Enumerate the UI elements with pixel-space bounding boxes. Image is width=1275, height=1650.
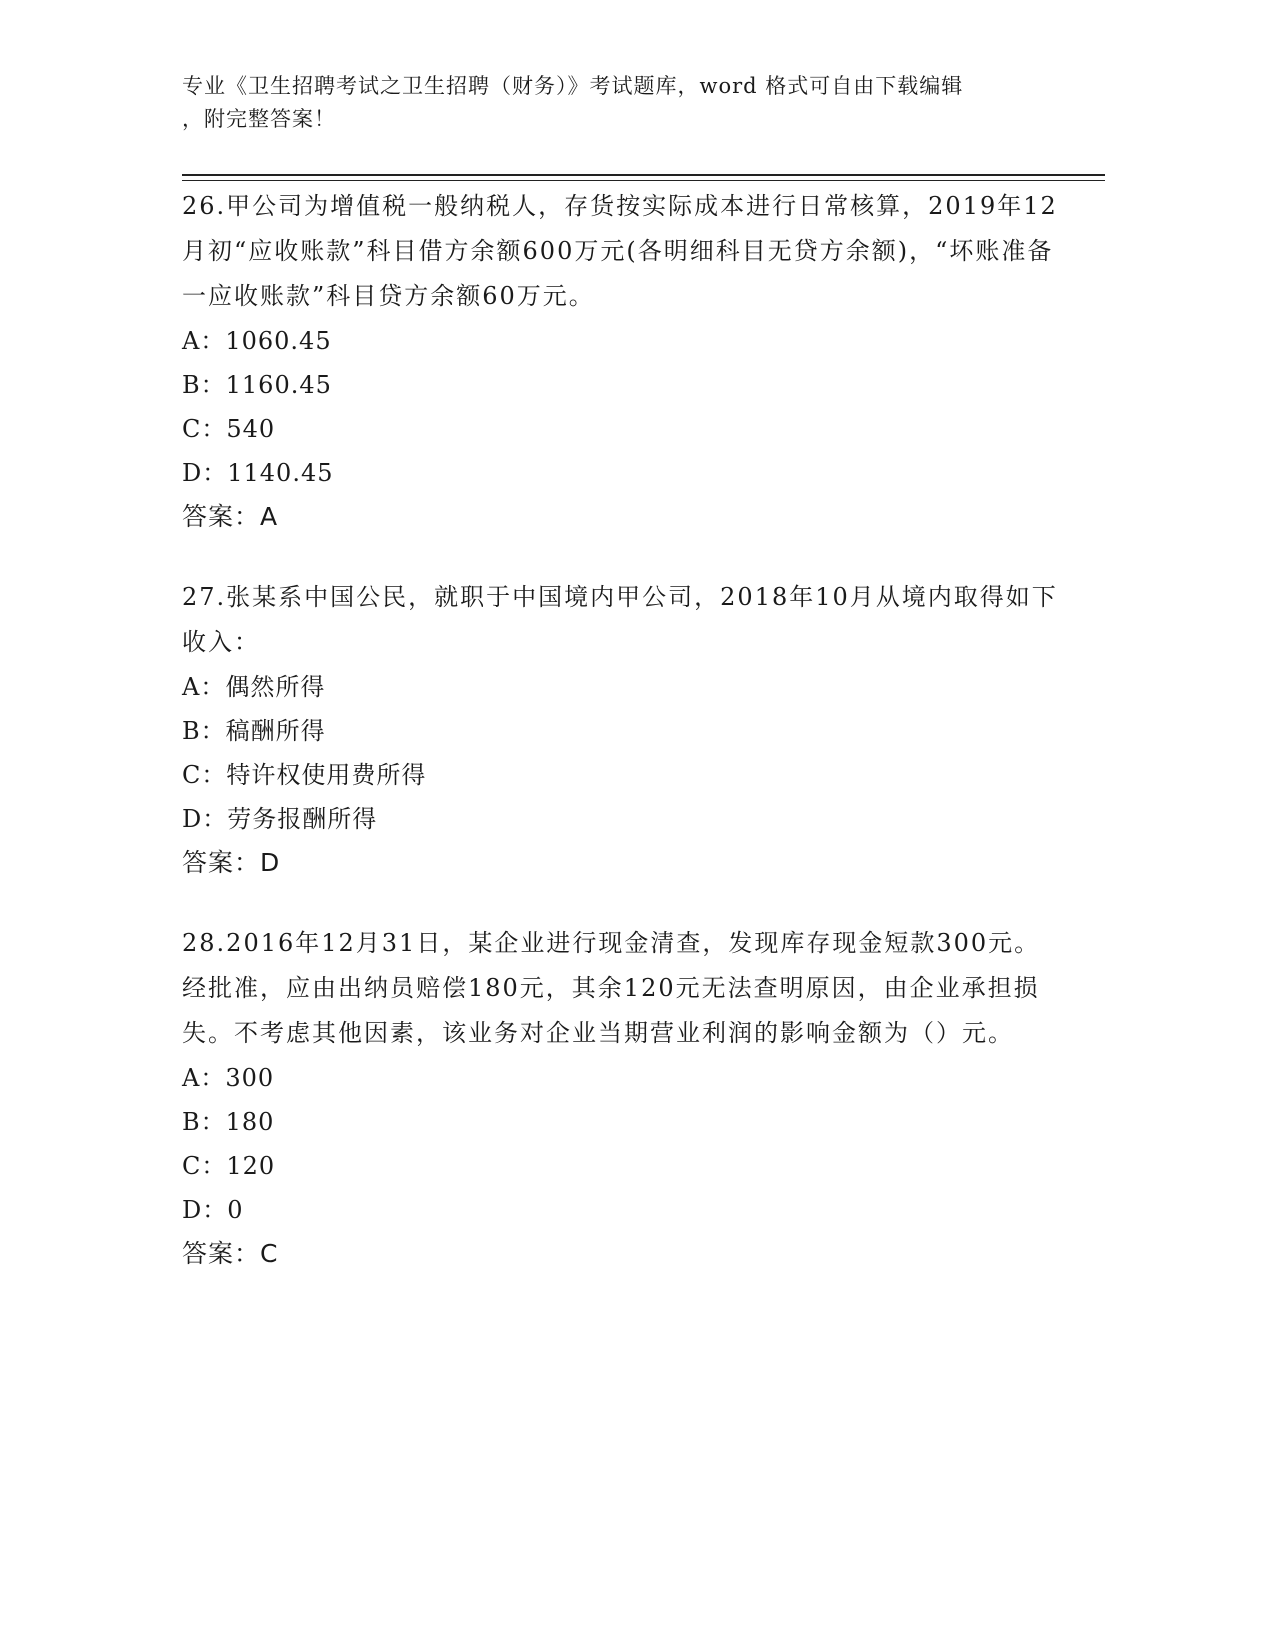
option-label: A：: [182, 1064, 226, 1092]
option-c: [182, 407, 1062, 451]
option-label: D：: [182, 1196, 228, 1224]
question-stem: 27.张某系中国公民，就职于中国境内甲公司，2018年10月从境内取得如下收入：: [182, 583, 1058, 656]
answer-line: 答案：A: [182, 502, 279, 531]
option-c: [182, 1144, 1062, 1188]
option-text: 特许权使用费所得: [226, 761, 427, 789]
option-a: [182, 665, 1062, 709]
option-b: [182, 709, 1062, 753]
header-divider-thin: [182, 180, 1105, 181]
option-text: 劳务报酬所得: [227, 805, 378, 833]
question-list: [182, 184, 1062, 1312]
option-b: [182, 363, 1062, 407]
option-text: 1160.45: [225, 371, 332, 399]
option-text: 300: [225, 1064, 275, 1092]
answer-line: 答案：D: [182, 848, 281, 877]
option-d: [182, 797, 1062, 841]
option-label: C：: [182, 761, 227, 789]
option-a: [182, 319, 1062, 363]
option-label: A：: [182, 327, 226, 355]
option-text: 1140.45: [227, 459, 334, 487]
header-line-2: ，附完整答案！: [182, 107, 336, 131]
option-a: [182, 1056, 1062, 1100]
option-label: B：: [182, 1108, 226, 1136]
option-label: C：: [182, 415, 227, 443]
option-text: 120: [226, 1152, 276, 1180]
option-c: [182, 753, 1062, 797]
option-text: 稿酬所得: [225, 717, 326, 745]
option-label: B：: [182, 717, 226, 745]
question-27: [182, 575, 1062, 885]
answer-line: 答案：C: [182, 1239, 279, 1268]
option-text: 540: [226, 415, 276, 443]
option-label: D：: [182, 459, 228, 487]
option-text: 0: [227, 1196, 244, 1224]
document-header: [182, 70, 1062, 136]
option-text: 1060.45: [225, 327, 332, 355]
question-stem: 28.2016年12月31日，某企业进行现金清查，发现库存现金短款300元。经批准，应由出纳员赔偿180元，其余120元无法查明原因，由企业承担损失。不考虑其他因素，该业务对企业当期营业利润的影响金额为（）元。: [182, 929, 1041, 1047]
question-28: [182, 921, 1062, 1276]
option-text: 偶然所得: [225, 673, 326, 701]
option-d: [182, 451, 1062, 495]
option-label: D：: [182, 805, 228, 833]
header-divider-thick: [182, 174, 1105, 176]
question-stem: 26.甲公司为增值税一般纳税人，存货按实际成本进行日常核算，2019年12月初“应收账款”科目借方余额600万元(各明细科目无贷方余额)，“坏账准备一应收账款”科目贷方余额60万元。: [182, 192, 1058, 310]
question-26: [182, 184, 1062, 539]
header-line-1: 专业《卫生招聘考试之卫生招聘（财务）》考试题库，word 格式可自由下载编辑: [182, 74, 964, 98]
option-b: [182, 1100, 1062, 1144]
option-label: A：: [182, 673, 226, 701]
option-label: B：: [182, 371, 226, 399]
option-text: 180: [225, 1108, 275, 1136]
option-d: [182, 1188, 1062, 1232]
option-label: C：: [182, 1152, 227, 1180]
